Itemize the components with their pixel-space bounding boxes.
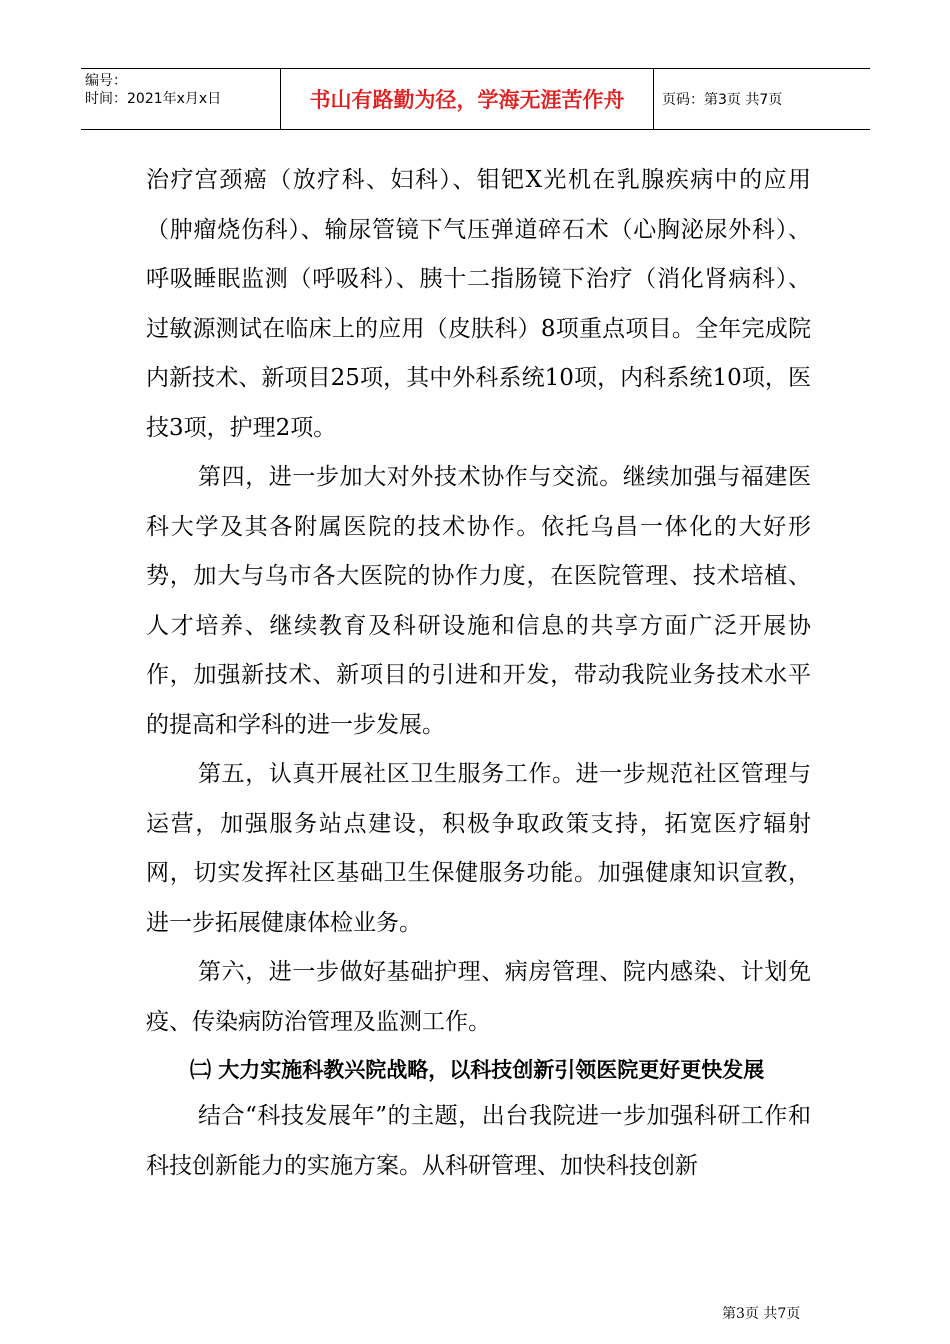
- paragraph-3: 第五，认真开展社区卫生服务工作。进一步规范社区管理与运营，加强服务站点建设，积极争取政策支持，拓宽医疗辐射网，切实发挥社区基础卫生保健服务功能。加强健康知识宣教，进一步拓展健康体检业务。: [146, 761, 811, 936]
- number-label: 编号：: [85, 73, 127, 89]
- section-heading: ㈡ 大力实施科教兴院战略，以科技创新引领医院更好更快发展: [190, 1058, 765, 1082]
- header-motto: 书山有路勤为径，学海无涯苦作舟: [281, 69, 654, 129]
- time-label: 时间：2021年x月x日: [85, 91, 222, 107]
- paragraph-1: 治疗宫颈癌（放疗科、妇科）、钼钯X光机在乳腺疾病中的应用（肿瘤烧伤科）、输尿管镜下气压弹道碎石术（心胸泌尿外科）、呼吸睡眠监测（呼吸科）、胰十二指肠镜下治疗（消化肾病科）、过敏源测试在临床上的应用（皮肤科）8项重点项目。全年完成院内新技术、新项目25项，其中外科系统10项，内科系统10项，医技3项，护理2项。: [146, 167, 811, 441]
- paragraph-4: 第六，进一步做好基础护理、病房管理、院内感染、计划免疫、传染病防治管理及监测工作。: [146, 959, 811, 1035]
- header-meta: [81, 69, 281, 129]
- page-header: [81, 68, 870, 130]
- page-footer: 第3页 共7页: [722, 1306, 801, 1322]
- paragraph-2: 第四，进一步加大对外技术协作与交流。继续加强与福建医科大学及其各附属医院的技术协作。依托乌昌一体化的大好形势，加大与乌市各大医院的协作力度，在医院管理、技术培植、人才培养、继续教育及科研设施和信息的共享方面广泛开展协作，加强新技术、新项目的引进和开发，带动我院业务技术水平的提高和学科的进一步发展。: [146, 464, 811, 738]
- header-page-label: 页码：第3页 共7页: [662, 92, 783, 108]
- paragraph-5: 结合“科技发展年”的主题，出台我院进一步加强科研工作和科技创新能力的实施方案。从科研管理、加快科技创新: [146, 1103, 811, 1179]
- document-body: [146, 156, 811, 1191]
